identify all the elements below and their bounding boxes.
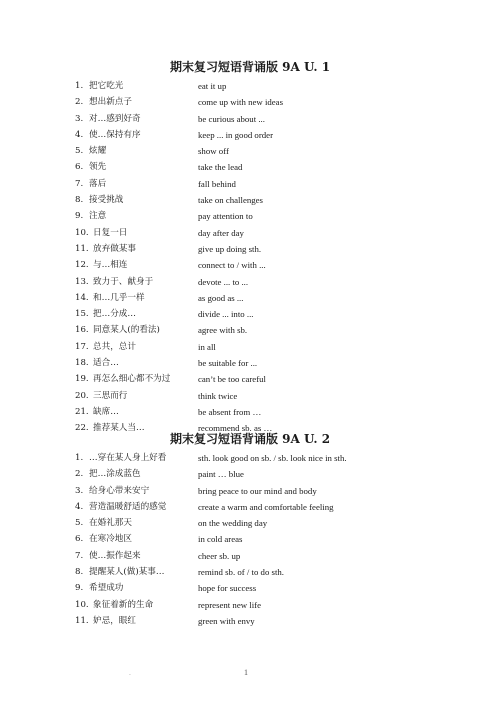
- phrase-english: hope for success: [198, 583, 257, 594]
- phrase-list: [0, 78, 500, 437]
- phrase-chinese: 在寒冷地区: [89, 534, 132, 545]
- phrase-english: be suitable for ...: [198, 358, 258, 369]
- phrase-chinese: 放弃做某事: [93, 243, 136, 254]
- phrase-chinese: 再怎么细心都不为过: [93, 374, 171, 385]
- phrase-number: 3.: [75, 113, 84, 124]
- phrase-number: 11.: [75, 615, 89, 626]
- phrase-number: 10.: [75, 599, 89, 610]
- phrase-chinese: 三思而行: [93, 390, 128, 401]
- phrase-chinese: 想出新点子: [89, 97, 132, 108]
- phrase-english: eat it up: [198, 81, 227, 91]
- phrase-english: in cold areas: [198, 534, 243, 545]
- phrase-row: [0, 466, 500, 482]
- phrase-chinese: 把…分成…: [93, 309, 136, 320]
- phrase-number: 15.: [75, 309, 89, 320]
- phrase-row: [0, 499, 500, 515]
- section-title: 期末复习短语背诵版 9A U. 1: [169, 60, 331, 74]
- phrase-row: [0, 159, 500, 175]
- phrase-english: connect to / with ...: [198, 260, 266, 271]
- phrase-list: [0, 450, 500, 629]
- phrase-row: [0, 580, 500, 596]
- phrase-english: divide ... into ...: [198, 309, 254, 320]
- phrase-number: 4.: [75, 129, 84, 140]
- phrase-english: cheer sb. up: [198, 550, 241, 561]
- phrase-chinese: 使…保持有序: [89, 129, 141, 140]
- phrase-row: [0, 548, 500, 564]
- phrase-number: 19.: [75, 374, 89, 385]
- phrase-chinese: 落后: [89, 178, 107, 189]
- phrase-row: [0, 208, 500, 224]
- phrase-chinese: 缺席…: [93, 406, 119, 417]
- phrase-chinese: 营造温暖舒适的感觉: [89, 501, 167, 512]
- phrase-row: [0, 192, 500, 208]
- phrase-number: 16.: [75, 325, 89, 336]
- section-unit-1: [0, 58, 500, 437]
- phrase-english: devote ... to ...: [198, 276, 249, 287]
- phrase-number: 20.: [75, 390, 89, 401]
- phrase-chinese: 适合…: [93, 358, 119, 369]
- phrase-chinese: 日复一日: [93, 227, 128, 238]
- phrase-english: in all: [198, 341, 216, 352]
- phrase-chinese: 总共，总计: [93, 341, 136, 352]
- phrase-english: paint … blue: [198, 469, 244, 480]
- section-title: 期末复习短语背诵版 9A U. 2: [169, 432, 331, 446]
- phrase-row: [0, 257, 500, 273]
- section-unit-2: [0, 430, 500, 629]
- phrase-number: 22.: [75, 423, 89, 434]
- phrase-english: sth. look good on sb. / sb. look nice in sth.: [198, 453, 347, 463]
- phrase-chinese: 把它吃光: [89, 81, 124, 91]
- phrase-number: 3.: [75, 485, 84, 496]
- phrase-number: 5.: [75, 146, 84, 157]
- phrase-row: [0, 388, 500, 404]
- phrase-row: [0, 322, 500, 338]
- phrase-number: 18.: [75, 358, 89, 369]
- phrase-english: can’t be too careful: [198, 374, 266, 385]
- phrase-number: 17.: [75, 341, 89, 352]
- footer-dot: .: [129, 670, 131, 677]
- phrase-row: [0, 371, 500, 387]
- phrase-number: 8.: [75, 567, 84, 578]
- phrase-row: [0, 274, 500, 290]
- phrase-chinese: 提醒某人(做)某事…: [89, 567, 165, 578]
- phrase-number: 6.: [75, 534, 84, 545]
- phrase-english: agree with sb.: [198, 325, 248, 336]
- phrase-row: [0, 306, 500, 322]
- phrase-english: be absent from …: [198, 406, 262, 417]
- phrase-chinese: 注意: [89, 211, 107, 222]
- phrase-chinese: 推荐某人当…: [93, 423, 145, 434]
- phrase-row: [0, 127, 500, 143]
- phrase-row: [0, 241, 500, 257]
- phrase-chinese: 和…几乎一样: [93, 292, 145, 303]
- phrase-number: 7.: [75, 178, 84, 189]
- page-number: 1: [244, 668, 248, 677]
- phrase-english: pay attention to: [198, 211, 253, 222]
- phrase-english: day after day: [198, 227, 244, 238]
- phrase-chinese: …穿在某人身上好看: [89, 453, 167, 463]
- phrase-row: [0, 111, 500, 127]
- phrase-number: 2.: [75, 97, 84, 108]
- phrase-english: come up with new ideas: [198, 97, 284, 108]
- phrase-chinese: 接受挑战: [89, 195, 124, 206]
- phrase-chinese: 妒忌，眼红: [93, 615, 136, 626]
- phrase-english: on the wedding day: [198, 518, 268, 529]
- phrase-chinese: 使…振作起来: [89, 550, 141, 561]
- phrase-row: [0, 450, 500, 466]
- phrase-chinese: 领先: [89, 162, 107, 173]
- phrase-english: fall behind: [198, 178, 236, 189]
- phrase-chinese: 在婚礼那天: [89, 518, 132, 529]
- phrase-row: [0, 404, 500, 420]
- phrase-number: 11.: [75, 243, 89, 254]
- phrase-english: think twice: [198, 390, 238, 401]
- phrase-english: green with envy: [198, 615, 255, 626]
- phrase-english: keep ... in good order: [198, 129, 273, 140]
- phrase-row: [0, 531, 500, 547]
- phrase-row: [0, 225, 500, 241]
- phrase-row: [0, 564, 500, 580]
- phrase-row: [0, 597, 500, 613]
- phrase-chinese: 与…相连: [93, 260, 128, 271]
- phrase-row: [0, 515, 500, 531]
- phrase-number: 8.: [75, 195, 84, 206]
- phrase-chinese: 把…涂成蓝色: [89, 469, 141, 480]
- phrase-chinese: 炫耀: [89, 146, 107, 157]
- phrase-chinese: 同意某人(的看法): [93, 325, 160, 336]
- phrase-number: 1.: [75, 453, 84, 463]
- phrase-english: as good as ...: [198, 292, 244, 303]
- phrase-number: 7.: [75, 550, 84, 561]
- phrase-row: [0, 176, 500, 192]
- phrase-chinese: 对…感到好奇: [89, 113, 141, 124]
- phrase-chinese: 给身心带来安宁: [89, 485, 150, 496]
- phrase-number: 9.: [75, 583, 84, 594]
- phrase-english: represent new life: [198, 599, 262, 610]
- phrase-row: [0, 613, 500, 629]
- phrase-number: 4.: [75, 501, 84, 512]
- phrase-number: 5.: [75, 518, 84, 529]
- phrase-english: show off: [198, 146, 229, 157]
- phrase-english: take the lead: [198, 162, 243, 173]
- phrase-english: take on challenges: [198, 195, 263, 206]
- phrase-number: 10.: [75, 227, 89, 238]
- phrase-english: recommend sb. as …: [198, 423, 273, 434]
- phrase-number: 6.: [75, 162, 84, 173]
- phrase-row: [0, 355, 500, 371]
- phrase-english: give up doing sth.: [198, 243, 262, 254]
- phrase-chinese: 象征着新的生命: [93, 599, 154, 610]
- phrase-row: [0, 78, 500, 94]
- phrase-number: 9.: [75, 211, 84, 222]
- phrase-english: remind sb. of / to do sth.: [198, 567, 285, 578]
- phrase-english: bring peace to our mind and body: [198, 485, 317, 496]
- phrase-number: 2.: [75, 469, 84, 480]
- phrase-number: 1.: [75, 81, 84, 91]
- phrase-number: 12.: [75, 260, 89, 271]
- phrase-row: [0, 483, 500, 499]
- phrase-row: [0, 94, 500, 110]
- phrase-chinese: 希望成功: [89, 583, 124, 594]
- phrase-number: 21.: [75, 406, 89, 417]
- phrase-row: [0, 339, 500, 355]
- phrase-english: be curious about ...: [198, 113, 265, 124]
- phrase-number: 14.: [75, 292, 89, 303]
- phrase-english: create a warm and comfortable feeling: [198, 501, 334, 512]
- phrase-chinese: 致力于、献身于: [93, 276, 154, 287]
- phrase-number: 13.: [75, 276, 89, 287]
- phrase-row: [0, 143, 500, 159]
- phrase-row: [0, 290, 500, 306]
